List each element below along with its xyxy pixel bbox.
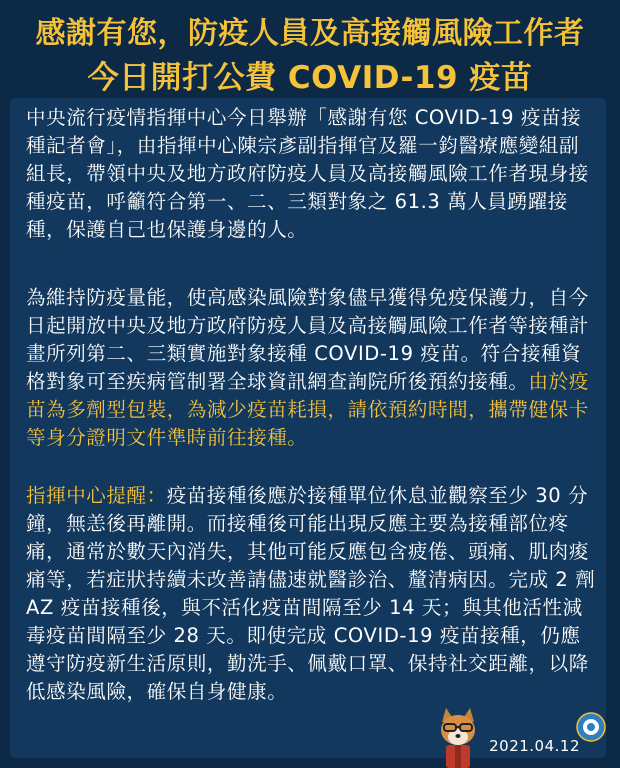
content-card — [10, 98, 606, 758]
paragraph-reminder — [26, 482, 596, 706]
highlight-notice: 由於疫苗為多劑型包裝，為減少疫苗耗損，請依預約時間，攜帶健保卡等身分證明文件準時前往接種。 — [26, 370, 589, 449]
government-emblem-icon — [576, 712, 606, 742]
paragraph-text: 為維持防疫量能，使高感染風險對象儘早獲得免疫保護力，自今日起開放中央及地方政府防疫人員及高接觸風險工作者等接種計畫所列第二、三類實施對象接種 COVID-19 疫苗。符合接種資格對象可至疾病管制署全球資訊網查詢院所後預約接種。 — [26, 286, 589, 393]
header — [0, 0, 620, 98]
reminder-text: 疫苗接種後應於接種單位休息並觀察至少 30 分鐘，無恙後再離開。而接種後可能出現反應主要為接種部位疼痛，通常於數天內消失，其他可能反應包含疲倦、頭痛、肌肉痠痛等，若症狀持續未改善請儘速就醫診治、釐清病因。完成 2 劑 AZ 疫苗接種後，與不活化疫苗間隔至少 14 天；與其他活性減毒疫苗間隔至少 28 天。即使完成 COVID-19 疫苗接種，仍應遵守防疫新生活原則，勤洗手、佩戴口罩、保持社交距離，以降低感染風險，確保自身健康。 — [26, 484, 596, 703]
reminder-label: 指揮中心提醒： — [26, 484, 167, 507]
title-line-1: 感謝有您，防疫人員及高接觸風險工作者 — [35, 16, 585, 51]
date-stamp: 2021.04.12 — [489, 737, 580, 755]
paragraph-announcement: 中央流行疫情指揮中心今日舉辦「感謝有您 COVID-19 疫苗接種記者會」，由指揮中心陳宗彥副指揮官及羅一鈞醫療應變組副組長，帶領中央及地方政府防疫人員及高接觸風險工作者現身接種疫苗，呼籲符合第一、二、三類對象之 61.3 萬人員踴躍接種，保護自己也保護身邊的人。 — [26, 106, 589, 241]
title-line-2: 今日開打公費 COVID-19 疫苗 — [87, 60, 533, 96]
shiba-dog-mascot-icon — [436, 708, 480, 768]
paragraph-vaccination-open — [26, 284, 596, 452]
